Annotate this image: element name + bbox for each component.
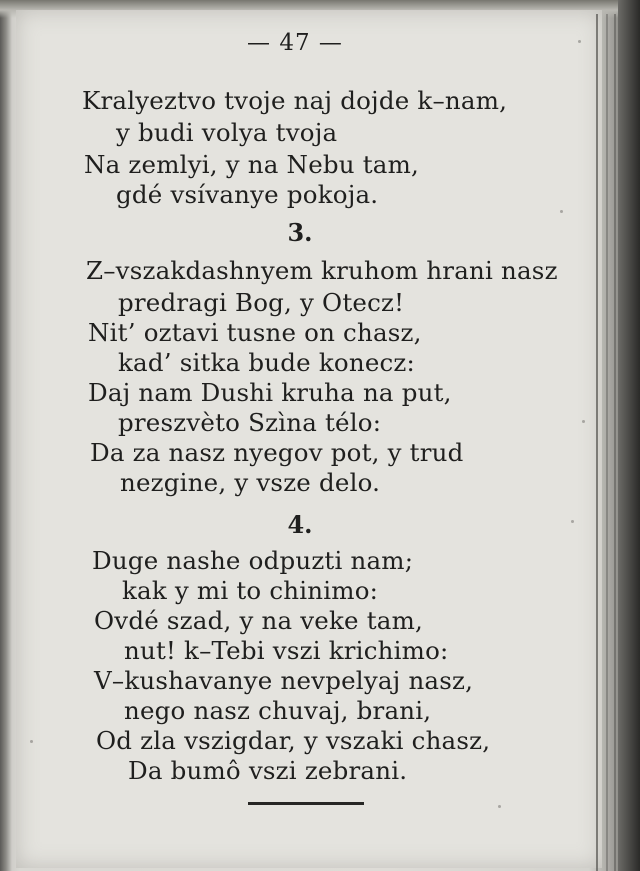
verse-line: nezgine, y vsze delo.: [120, 468, 381, 497]
page-number: — 47 —: [247, 30, 343, 56]
verse-line: predragi Bog, y Otecz!: [118, 288, 405, 317]
verse-line: Kralyeztvo tvoje naj dojde k–nam,: [82, 86, 508, 115]
verse-line: Daj nam Dushi kruha na put,: [88, 378, 452, 407]
verse-line: kak y mi to chinimo:: [122, 576, 379, 605]
verse-line: gdé vsívanye pokoja.: [116, 180, 379, 209]
verse-line: Nit’ oztavi tusne on chasz,: [88, 318, 422, 347]
verse-line: Od zla vszigdar, y vszaki chasz,: [96, 726, 491, 755]
verse-line: nut! k–Tebi vszi krichimo:: [124, 636, 449, 665]
verse-line: Z–vszakdashnyem kruhom hrani nasz: [86, 256, 558, 285]
verse-line: kad’ sitka bude konecz:: [118, 348, 415, 377]
verse-line: nego nasz chuvaj, brani,: [124, 696, 432, 725]
verse-line: y budi volya tvoja: [116, 118, 338, 147]
stanza-number: 3.: [287, 218, 313, 247]
verse-line: Na zemlyi, y na Nebu tam,: [84, 150, 420, 179]
closing-rule: [248, 802, 364, 805]
verse-line: Da za nasz nyegov pot, y trud: [90, 438, 464, 467]
stanza-number: 4.: [287, 510, 313, 539]
verse-line: Ovdé szad, y na veke tam,: [94, 606, 423, 635]
verse-line: Da bumô vszi zebrani.: [128, 756, 408, 785]
verse-line: preszvèto Szìna télo:: [118, 408, 382, 437]
verse-line: V–kushavanye nevpelyaj nasz,: [94, 666, 474, 695]
verse-line: Duge nashe odpuzti nam;: [92, 546, 414, 575]
